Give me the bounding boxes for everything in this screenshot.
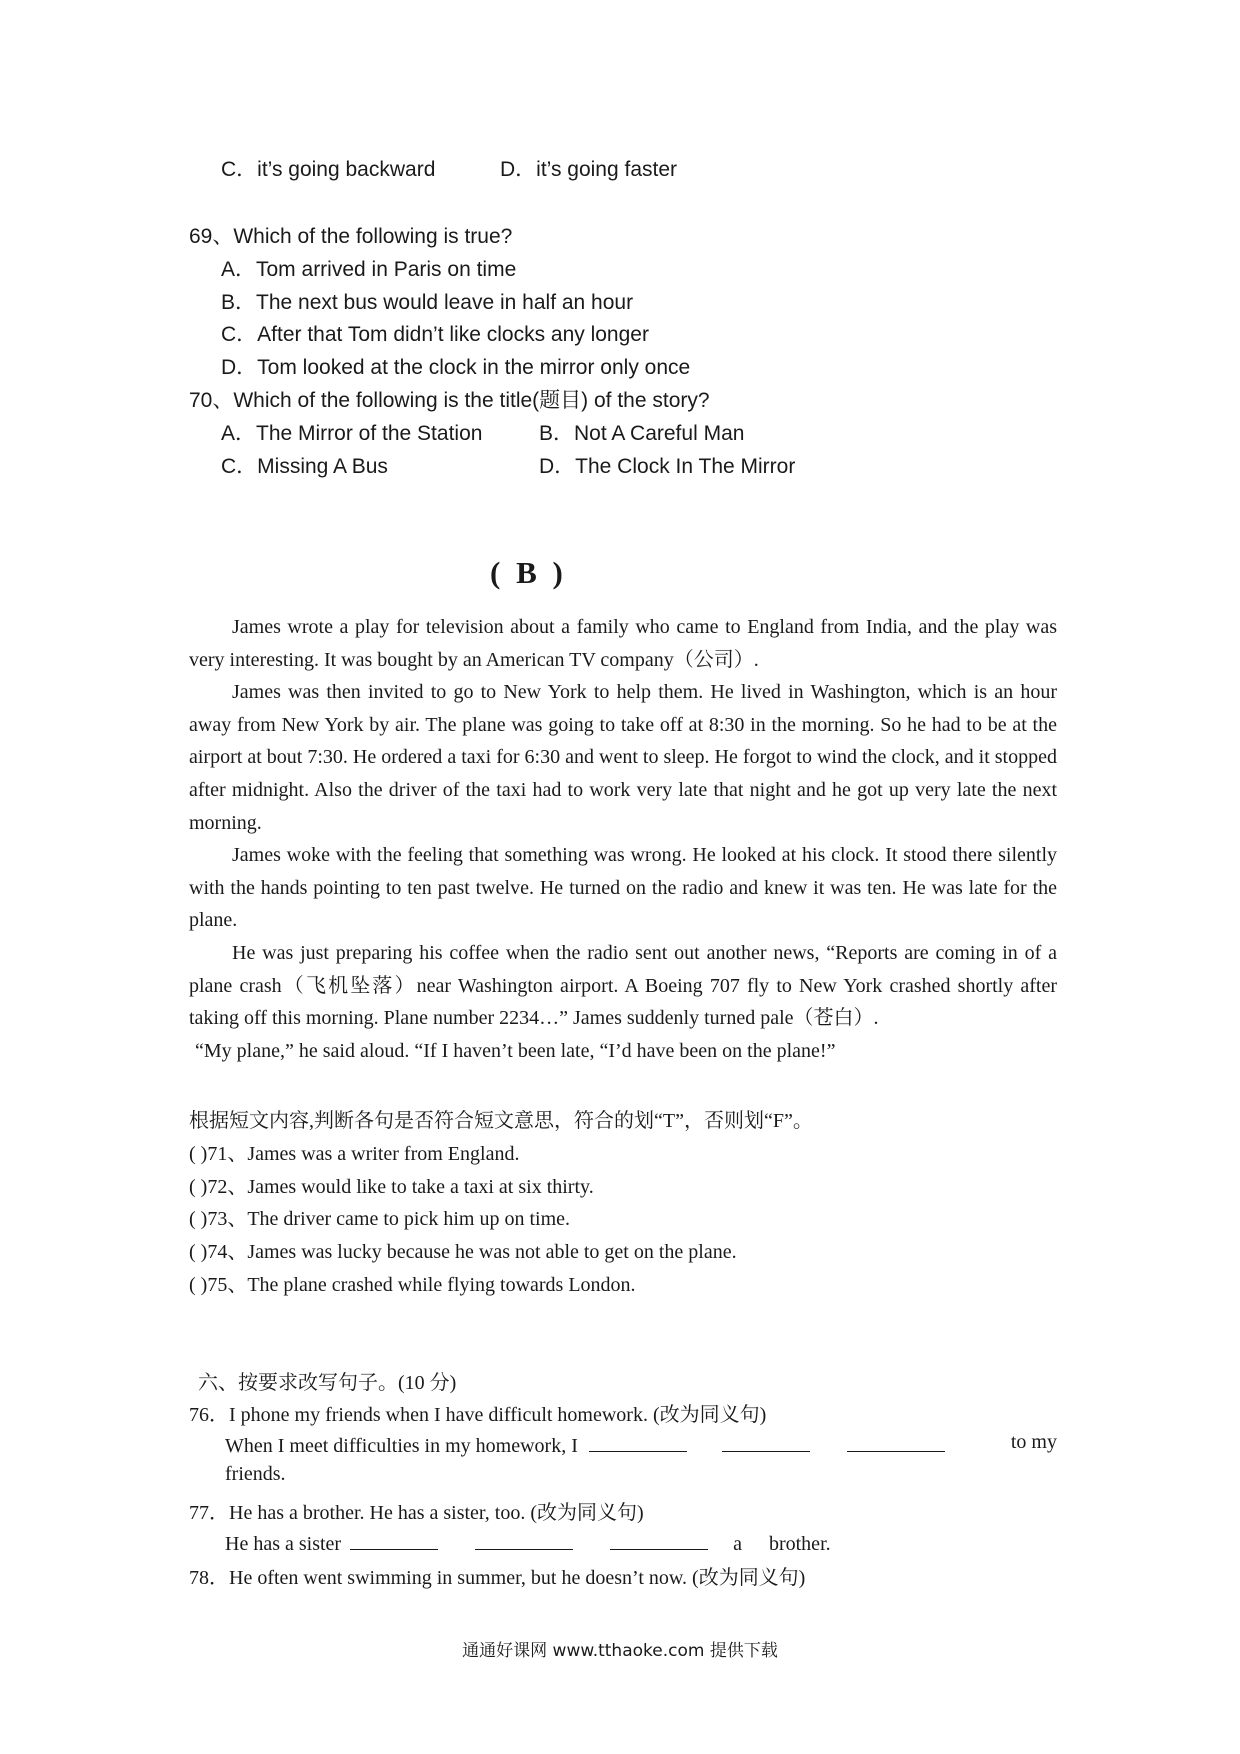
question-76-continuation: friends. [225, 1463, 286, 1485]
option-68c: C．it’s going backward [221, 158, 436, 181]
question-76-lead: When I meet difficulties in my homework, I [225, 1435, 578, 1457]
question-70-stem: 70、Which of the following is the title(题目) of the story? [189, 389, 710, 412]
tf-item-74: ( )74、James was lucky because he was not able to get on the plane. [189, 1241, 737, 1263]
passage-paragraph-3: James woke with the feeling that something was wrong. He looked at his clock. It stood there silently with the hands pointing to ten past twelve. He turned on the radio and knew it was ten. He was late for the plane. [189, 844, 1057, 932]
tf-item-72: ( )72、James would like to take a taxi at six thirty. [189, 1176, 594, 1198]
question-76-tail: to my [1010, 1431, 1057, 1453]
reading-passage [189, 611, 1057, 1067]
question-76-answer-line [225, 1431, 1057, 1458]
tf-item-73: ( )73、The driver came to pick him up on time. [189, 1208, 571, 1230]
tf-item-75: ( )75、The plane crashed while flying towards London. [189, 1274, 636, 1296]
passage-paragraph-4: He was just preparing his coffee when the radio sent out another news, “Reports are coming in of a plane crash（飞机坠落）near Washington airport. A Boeing 707 fly to New York crashed shortly after taking off this morning. Plane number 2234…” James suddenly turned pale（苍白）. [189, 941, 1057, 1030]
question-77-tail: brother. [768, 1533, 831, 1555]
passage-paragraph-5: “My plane,” he said aloud. “If I haven’t been late, “I’d have been on the plane!” [195, 1039, 836, 1062]
blank-76-3[interactable] [847, 1431, 945, 1452]
blank-77-1[interactable] [350, 1529, 438, 1550]
question-69-stem: 69、Which of the following is true? [189, 225, 513, 248]
option-69d: D．Tom looked at the clock in the mirror only once [221, 356, 691, 379]
blank-76-1[interactable] [589, 1431, 687, 1452]
page-footer: 通通好课网 www.tthaoke.com 提供下载 [462, 1641, 778, 1661]
blank-77-2[interactable] [475, 1529, 573, 1550]
section-b-title: ( B ) [490, 555, 567, 590]
option-69b: B．The next bus would leave in half an hour [221, 291, 634, 314]
question-77-answer-line [225, 1529, 831, 1556]
question-77-article: a [733, 1533, 742, 1555]
option-69c: C．After that Tom didn’t like clocks any longer [221, 323, 649, 346]
section-6-heading: 六、按要求改写句子。(10 分) [198, 1372, 457, 1394]
option-70a: A．The Mirror of the Station [221, 422, 483, 445]
blank-76-2[interactable] [722, 1431, 810, 1452]
blank-77-3[interactable] [610, 1529, 708, 1550]
option-70d: D．The Clock In The Mirror [539, 455, 796, 478]
question-78-stem: 78．He often went swimming in summer, but he doesn’t now. (改为同义句) [189, 1567, 806, 1589]
question-76-stem: 76．I phone my friends when I have difficult homework. (改为同义句) [189, 1404, 767, 1426]
question-77-lead: He has a sister [225, 1533, 342, 1555]
option-69a: A．Tom arrived in Paris on time [221, 258, 517, 281]
tf-instruction: 根据短文内容,判断各句是否符合短文意思，符合的划“T”，否则划“F”。 [189, 1110, 813, 1132]
option-70c: C．Missing A Bus [221, 455, 388, 478]
passage-paragraph-1: James wrote a play for television about a family who came to England from India, and the play was very interesting. It was bought by an American TV company（公司）. [189, 616, 1057, 671]
option-70b: B．Not A Careful Man [539, 422, 745, 445]
passage-paragraph-2: James was then invited to go to New York to help them. He lived in Washington, which is an hour away from New York by air. The plane was going to take off at 8:30 in the morning. So he had to be at the airport at bout 7:30. He ordered a taxi for 6:30 and went to sleep. He forgot to wind the clock, and it stopped after midnight. Also the driver of the taxi had to work very late that night and he got up very late the next morning. [189, 681, 1057, 834]
option-68d: D．it’s going faster [500, 158, 678, 181]
tf-item-71: ( )71、James was a writer from England. [189, 1143, 520, 1165]
question-77-stem: 77．He has a brother. He has a sister, too. (改为同义句) [189, 1502, 644, 1524]
